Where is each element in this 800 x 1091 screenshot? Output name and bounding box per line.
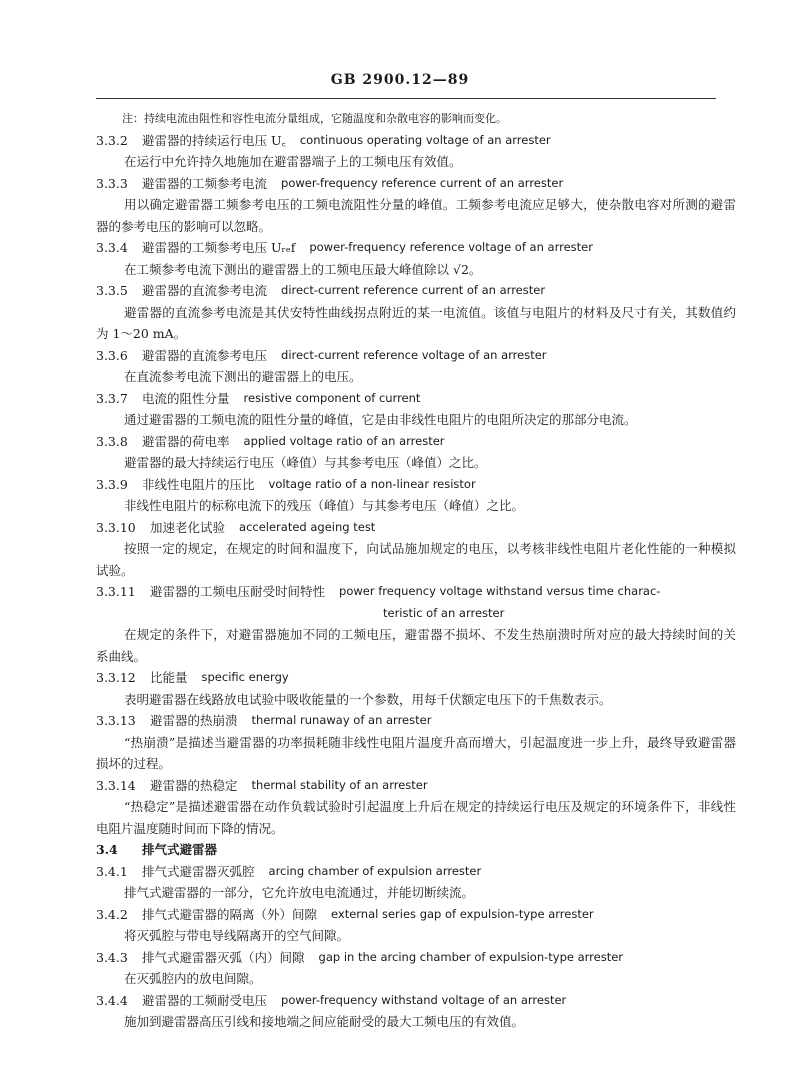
entry-3-4-1	[96, 861, 736, 904]
entry-number: 3.3.5	[96, 283, 128, 298]
header-rule	[96, 98, 716, 99]
entry-number: 3.3.12	[96, 670, 136, 685]
entry-term-en: voltage ratio of a non-linear resistor	[268, 476, 476, 491]
entry-list-3	[96, 861, 736, 1033]
entry-term-en: thermal runaway of an arrester	[251, 713, 432, 727]
entry-title	[96, 904, 736, 926]
entry-3-3-13	[96, 710, 736, 775]
entry-title	[96, 474, 736, 496]
entry-3-4-4	[96, 990, 736, 1033]
entry-term-zh: 避雷器的热崩溃	[150, 713, 238, 728]
entry-term-en: specific energy	[201, 670, 289, 684]
entry-definition: 避雷器的直流参考电流是其伏安特性曲线拐点附近的某一电流值。该值与电阻片的材料及尺寸有关，其数值约为 1～20 mA。	[96, 304, 736, 341]
document-body	[96, 108, 736, 1033]
entry-term-zh: 避雷器的热稳定	[150, 777, 238, 793]
entry-number: 3.4.4	[96, 992, 128, 1008]
entry-number: 3.3.7	[96, 390, 128, 406]
entry-number: 3.3.2	[96, 132, 128, 148]
entry-3-3-6	[96, 345, 736, 388]
entry-title	[96, 581, 736, 603]
entry-3-3-14	[96, 775, 736, 840]
entry-definition: 在规定的条件下，对避雷器施加不同的工频电压，避雷器不损坏、不发生热崩溃时所对应的最大持续时间的关系曲线。	[96, 627, 736, 664]
entry-list-2	[96, 667, 736, 839]
entry-title	[96, 130, 736, 152]
entry-title	[96, 431, 736, 453]
section-heading	[96, 839, 736, 861]
entry-term-zh: 避雷器的工频耐受电压	[142, 992, 268, 1008]
entry-number: 3.4.3	[96, 949, 128, 965]
entry-term-zh: 排气式避雷器灭弧腔	[142, 863, 255, 879]
entry-3-3-4	[96, 237, 736, 280]
entry-title	[96, 990, 736, 1012]
entry-definition: 排气式避雷器的一部分，它允许放电电流通过，并能切断续流。	[124, 885, 475, 900]
entry-3-4-3	[96, 947, 736, 990]
entry-definition: 表明避雷器在线路放电试验中吸收能量的一个参数，用每千伏额定电压下的千焦数表示。	[124, 691, 612, 707]
entry-term-en: arcing chamber of expulsion arrester	[268, 863, 482, 878]
entry-3-3-8	[96, 431, 736, 474]
entry-number: 3.3.8	[96, 433, 128, 449]
entry-title	[96, 517, 736, 539]
entry-term-en-cont: teristic of an arrester	[383, 605, 505, 620]
entry-definition: “热稳定”是描述避雷器在动作负载试验时引起温度上升后在规定的持续运行电压及规定的环境条件下，非线性电阻片温度随时间而下降的情况。	[96, 799, 736, 836]
note: 注：持续电流由阻性和容性电流分量组成，它随温度和杂散电容的影响而变化。	[122, 112, 507, 125]
entry-number: 3.3.9	[96, 476, 128, 492]
entry-3-3-2	[96, 130, 736, 173]
entry-definition: 施加到避雷器高压引线和接地端之间应能耐受的最大工频电压的有效值。	[124, 1014, 525, 1029]
entry-term-zh: 避雷器的直流参考电压	[142, 347, 268, 363]
entry-term-en: accelerated ageing test	[239, 519, 376, 534]
entry-title	[96, 345, 736, 367]
entry-term-zh: 避雷器的工频参考电流	[142, 175, 268, 191]
entry-3-3-7	[96, 388, 736, 431]
entry-number: 3.3.3	[96, 175, 128, 191]
entry-term-en: gap in the arcing chamber of expulsion-type arrester	[318, 949, 624, 964]
section-number: 3.4	[96, 842, 118, 857]
entry-number: 3.3.14	[96, 777, 136, 793]
entry-term-en: power-frequency reference voltage of an arrester	[309, 240, 593, 254]
entry-number: 3.3.10	[96, 519, 136, 535]
entry-term-zh: 排气式避雷器灭弧（内）间隙	[142, 949, 305, 965]
entry-term-zh: 电流的阻性分量	[142, 390, 230, 406]
entry-title	[96, 237, 736, 259]
entry-title	[96, 861, 736, 883]
entry-term-en: direct-current reference voltage of an arrester	[281, 347, 547, 362]
entry-term-zh: 比能量	[150, 670, 188, 685]
entry-title	[96, 710, 736, 732]
entry-term-zh: 避雷器的荷电率	[142, 433, 230, 449]
entry-term-zh: 避雷器的直流参考电流	[142, 283, 268, 298]
entry-definition: “热崩溃”是描述当避雷器的功率损耗随非线性电阻片温度升高而增大，引起温度进一步上升，最终导致避雷器损坏的过程。	[96, 734, 736, 771]
entry-term-zh: 非线性电阻片的压比	[142, 476, 255, 492]
entry-term-en: resistive component of current	[243, 390, 421, 405]
entry-title	[96, 173, 736, 195]
entry-definition: 在直流参考电流下测出的避雷器上的电压。	[124, 369, 362, 384]
entry-term-en: power frequency voltage withstand versus time charac-	[339, 584, 661, 598]
entry-term-zh: 避雷器的持续运行电压 U꜀	[142, 132, 286, 148]
entry-definition: 通过避雷器的工频电流的阻性分量的峰值，它是由非线性电阻片的电阻所决定的那部分电流。	[124, 412, 637, 427]
entry-term-en: power-frequency reference current of an arrester	[281, 175, 564, 190]
entry-term-en: power-frequency withstand voltage of an arrester	[281, 992, 567, 1007]
entry-number: 3.3.6	[96, 347, 128, 363]
entry-title	[96, 775, 736, 797]
entry-3-3-9	[96, 474, 736, 517]
entry-term-zh: 加速老化试验	[150, 519, 226, 535]
entry-3-3-3	[96, 173, 736, 238]
entry-title	[96, 947, 736, 969]
section-title: 排气式避雷器	[142, 842, 218, 857]
entry-term-en: continuous operating voltage of an arrester	[299, 132, 551, 147]
entry-definition: 非线性电阻片的标称电流下的残压（峰值）与其参考电压（峰值）之比。	[124, 498, 525, 513]
entry-definition: 在工频参考电流下测出的避雷器上的工频电压最大峰值除以 √2。	[124, 261, 482, 277]
entry-title	[96, 280, 736, 302]
entry-list-1	[96, 130, 736, 582]
entry-title	[96, 388, 736, 410]
entry-definition: 按照一定的规定，在规定的时间和温度下，向试品施加规定的电压，以考核非线性电阻片老化性能的一种模拟试验。	[96, 541, 736, 578]
entry-number: 3.3.11	[96, 584, 136, 599]
entry-3-3-12	[96, 667, 736, 710]
entry-term-en: external series gap of expulsion-type arrester	[331, 906, 594, 921]
entry-3-3-11	[96, 581, 736, 667]
entry-definition: 用以确定避雷器工频参考电压的工频电流阻性分量的峰值。工频参考电流应足够大，使杂散电容对所测的避雷器的参考电压的影响可以忽略。	[96, 197, 736, 234]
entry-number: 3.3.4	[96, 240, 128, 255]
entry-3-3-5	[96, 280, 736, 345]
entry-definition: 在灭弧腔内的放电间隙。	[124, 971, 262, 986]
entry-3-4-2	[96, 904, 736, 947]
entry-term-en: applied voltage ratio of an arrester	[243, 433, 445, 448]
entry-term-en: direct-current reference current of an arrester	[281, 283, 546, 297]
entry-term-en: thermal stability of an arrester	[251, 777, 428, 792]
entry-term-zh: 排气式避雷器的隔离（外）间隙	[142, 906, 318, 922]
entry-title	[96, 667, 736, 689]
entry-definition: 将灭弧腔与带电导线隔离开的空气间隙。	[124, 928, 350, 943]
entry-3-3-10	[96, 517, 736, 582]
entry-definition: 避雷器的最大持续运行电压（峰值）与其参考电压（峰值）之比。	[124, 455, 487, 470]
entry-term-zh: 避雷器的工频参考电压 Uᵣₑf	[142, 240, 296, 255]
entry-number: 3.3.13	[96, 713, 136, 728]
entry-number: 3.4.1	[96, 863, 128, 879]
entry-number: 3.4.2	[96, 906, 128, 922]
entry-definition: 在运行中允许持久地施加在避雷器端子上的工频电压有效值。	[124, 154, 462, 169]
entry-term-zh: 避雷器的工频电压耐受时间特性	[150, 584, 326, 599]
page-header: GB 2900.12—89	[330, 72, 470, 88]
